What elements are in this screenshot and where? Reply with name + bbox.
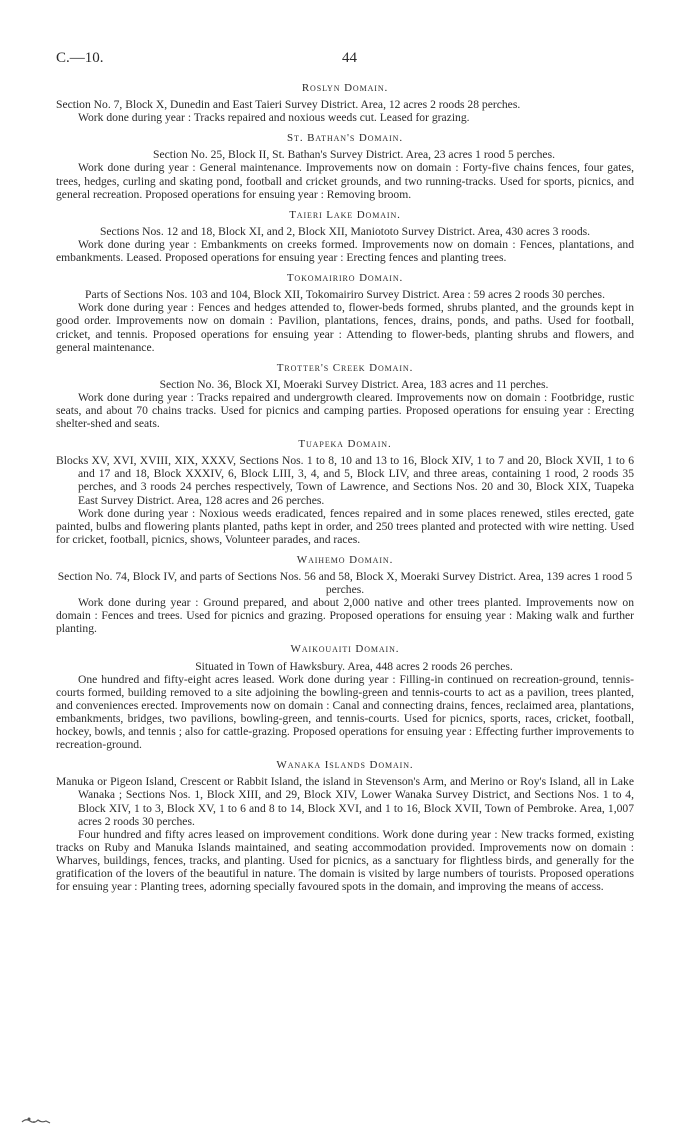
domain-section-wanaka-islands bbox=[56, 759, 634, 893]
section-title: Tokomairiro Domain. bbox=[286, 272, 404, 285]
section-work: Work done during year : Tracks repaired and undergrowth cleared. Improvements now on domain : Footbridge, rustic seats, and about 70 chains tracks. Used for picnics and camping parties. Proposed operations for ensuing year : Erecting shelter-shed and seats. bbox=[56, 390, 634, 431]
section-work: One hundred and fifty-eight acres leased. Work done during year : Filling-in continued on recreation-ground, tennis-courts formed, building removed to a site adjoining the bowling-green and tennis-courts to act as a pavilion, trees planted, and conveniences erected. Improvements now on domain : Canal and connecting drains, fences, reclaimed area, plantations, embankments, bridges, two pavilions, bowling-green, and tennis-courts. Used for picnics, sports, races, cricket, football, hockey, bowls, and tennis ; also for cattle-grazing. Proposed operations for ensuing year : Effecting further improvements to recreation-ground. bbox=[56, 672, 634, 752]
domain-section-roslyn bbox=[56, 82, 634, 124]
section-title: Roslyn Domain. bbox=[301, 82, 389, 94]
ink-blot-mark bbox=[20, 1112, 60, 1126]
domain-section-waikouaiti bbox=[56, 643, 634, 751]
section-location: Parts of Sections Nos. 103 and 104, Block XII, Tokomairiro Survey District. Area : 59 acres 2 roods 30 perches. bbox=[85, 288, 605, 302]
section-location: Section No. 7, Block X, Dunedin and East Taieri Survey District. Area, 12 acres 2 roods 28 perches. bbox=[56, 98, 521, 112]
section-work: Work done during year : General maintenance. Improvements now on domain : Forty-five chains fences, four gates, trees, hedges, curling and skating pond, football and cricket grounds, and two running-tracks. Used for sports, picnics, and general recreation. Proposed operations for ensuing year : Removing broom. bbox=[56, 161, 634, 201]
section-location: Section No. 74, Block IV, and parts of Sections Nos. 56 and 58, Block X, Moeraki Survey District. Area, 139 acres 1 rood 5 perches. bbox=[57, 570, 633, 597]
domain-section-trotters-creek bbox=[56, 362, 634, 430]
section-title: Waihemo Domain. bbox=[296, 553, 394, 566]
section-work: Work done during year : Embankments on creeks formed. Improvements now on domain : Fences, plantations, and embankments. Leased. Proposed operations for ensuing year : Erecting fences and planting trees. bbox=[56, 237, 634, 265]
section-work: Four hundred and fifty acres leased on improvement conditions. Work done during year : New tracks formed, existing tracks on Ruby and Manuka Islands maintained, and seating accommodation provided. Improvements now on domain : Wharves, buildings, fences, tracks, and planting. Used for picnics, as a sanctuary for flightless birds, and generally for the gratification of the lovers of the beautiful in nature. The domain is visited by large numbers of tourists. Proposed operations for ensuing year : Planting trees, adorning specially favoured spots in the domain, and improving the means of access. bbox=[56, 827, 634, 894]
section-location: Blocks XV, XVI, XVIII, XIX, XXXV, Sections Nos. 1 to 8, 10 and 13 to 16, Block XIV, 1 to 7 and 20, Block XVII, 1 to 6 and 17 and 18, Block XXXIV, 6, Block LIII, 3, 4, and 5, Block LIV, and three areas, containing 1 rood, 2 roods 35 perches, and 3 roods 24 perches respectively, Town of Lawrence, and Sections Nos. 20 and 30, Block XIX, Tuapeka East Survey District. Area, 128 acres and 26 perches. bbox=[56, 454, 634, 507]
section-work: Work done during year : Ground prepared, and about 2,000 native and other trees planted. Improvements now on domain : Fences and trees. Used for picnics and grazing. Proposed operations for ensuing year : Making walk and further planting. bbox=[56, 596, 634, 636]
section-location: Sections Nos. 12 and 18, Block XI, and 2, Block XII, Maniototo Survey District. Area, 430 acres 3 roods. bbox=[99, 224, 591, 238]
section-work: Work done during year : Noxious weeds eradicated, fences repaired and in some places renewed, stiles erected, gate painted, bulbs and flowering plants planted, paths kept in order, and 250 trees planted and protected with wire netting. Used for cricket, football, picnics, shows, Volunteer parades, and races. bbox=[56, 506, 634, 546]
section-work: Work done during year : Fences and hedges attended to, flower-beds formed, shrubs planted, and the grounds kept in good order. Improvements now on domain : Pavilion, plantations, fences, drains, ponds, and paths. Used for football, cricket, and tennis. Proposed operations for ensuing year : Attending to flower-beds, planting shrubs and flowers, and general maintenance. bbox=[56, 301, 634, 354]
section-work: Work done during year : Tracks repaired and noxious weeds cut. Leased for grazing. bbox=[78, 111, 470, 125]
page-number: 44 bbox=[342, 50, 357, 66]
section-title: Wanaka Islands Domain. bbox=[276, 759, 414, 772]
section-title: St. Bathan's Domain. bbox=[287, 132, 403, 145]
section-location: Section No. 25, Block II, St. Bathan's Survey District. Area, 23 acres 1 rood 5 perches. bbox=[153, 148, 555, 162]
section-title: Taieri Lake Domain. bbox=[289, 208, 401, 221]
domain-section-st-bathans bbox=[56, 132, 634, 200]
domain-section-tuapeka bbox=[56, 438, 634, 546]
section-location: Manuka or Pigeon Island, Crescent or Rabbit Island, the island in Stevenson's Arm, and Merino or Roy's Island, all in Lake Wanaka ; Sections Nos. 1, Block XIII, and 29, Block XIV, Lower Wanaka Survey District, and Sections Nos. 1 to 4, Block XIV, 1 to 3, Block XV, 1 to 6 and 8 to 14, Block XVI, and 1 to 16, Block XVII, Town of Pembroke. Area, 1,007 acres 2 roods 30 perches. bbox=[56, 775, 634, 828]
domain-section-waihemo bbox=[56, 554, 634, 636]
page-body bbox=[56, 82, 634, 893]
section-location: Section No. 36, Block XI, Moeraki Survey District. Area, 183 acres and 11 perches. bbox=[159, 377, 549, 391]
document-reference: C.—10. bbox=[56, 50, 104, 66]
page-header bbox=[56, 50, 644, 70]
section-title: Waikouaiti Domain. bbox=[290, 643, 400, 656]
domain-section-taieri-lake bbox=[56, 209, 634, 264]
domain-section-tokomairiro bbox=[56, 272, 634, 354]
section-title: Trotter's Creek Domain. bbox=[276, 361, 414, 374]
section-title: Tuapeka Domain. bbox=[298, 438, 392, 451]
section-location: Situated in Town of Hawksbury. Area, 448 acres 2 roods 26 perches. bbox=[195, 659, 513, 673]
